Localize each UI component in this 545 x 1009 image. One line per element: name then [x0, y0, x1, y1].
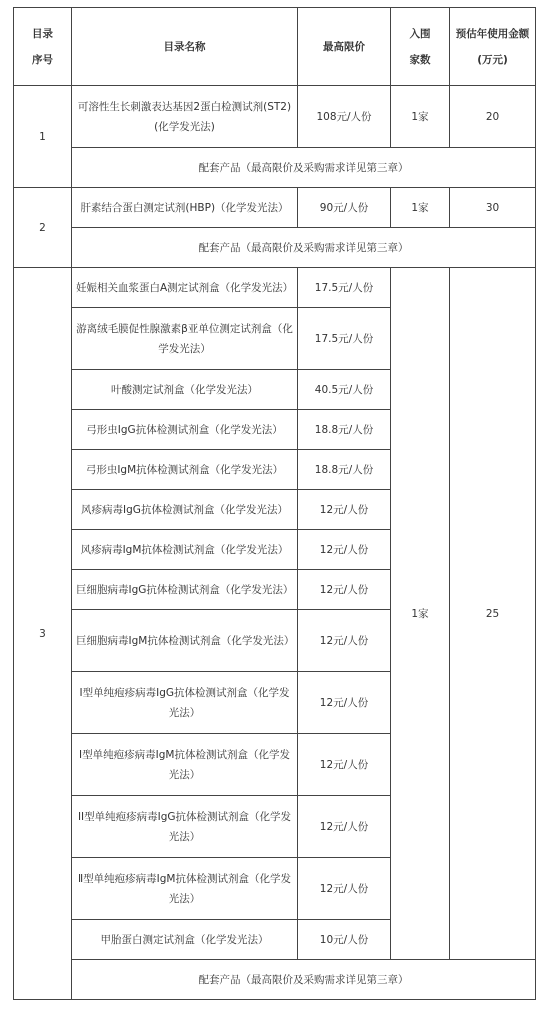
product-name-cell: 可溶性生长刺激表达基因2蛋白检测试剂(ST2)(化学发光法) — [72, 86, 298, 148]
price-cell: 17.5元/人份 — [298, 268, 391, 308]
seq-cell: 2 — [14, 188, 72, 268]
header-seq: 目录 序号 — [14, 8, 72, 86]
product-name-cell: 妊娠相关血浆蛋白A测定试剂盒（化学发光法） — [72, 268, 298, 308]
product-name-cell: Ⅱ型单纯疱疹病毒IgM抗体检测试剂盒（化学发光法） — [72, 858, 298, 920]
header-row — [14, 8, 536, 86]
catalog-table — [13, 7, 536, 1000]
seq-cell: 1 — [14, 86, 72, 188]
price-cell: 12元/人份 — [298, 672, 391, 734]
header-count: 入围 家数 — [391, 8, 450, 86]
amount-cell: 25 — [450, 268, 536, 960]
price-cell: 18.8元/人份 — [298, 450, 391, 490]
price-cell: 10元/人份 — [298, 920, 391, 960]
footer-row — [14, 960, 536, 1000]
price-cell: 12元/人份 — [298, 734, 391, 796]
amount-cell: 30 — [450, 188, 536, 228]
table-row — [14, 86, 536, 148]
seq-cell: 3 — [14, 268, 72, 1000]
table-row — [14, 268, 536, 308]
count-cell: 1家 — [391, 188, 450, 228]
product-name-cell: 巨细胞病毒IgM抗体检测试剂盒（化学发光法） — [72, 610, 298, 672]
table-body — [14, 86, 536, 1000]
page — [13, 7, 536, 1000]
footer-note-cell: 配套产品（最高限价及采购需求详见第三章） — [72, 148, 536, 188]
price-cell: 90元/人份 — [298, 188, 391, 228]
product-name-cell: 风疹病毒IgG抗体检测试剂盒（化学发光法） — [72, 490, 298, 530]
product-name-cell: 甲胎蛋白测定试剂盒（化学发光法） — [72, 920, 298, 960]
price-cell: 108元/人份 — [298, 86, 391, 148]
product-name-cell: 肝素结合蛋白测定试剂(HBP)（化学发光法） — [72, 188, 298, 228]
header-price: 最高限价 — [298, 8, 391, 86]
amount-cell: 20 — [450, 86, 536, 148]
footer-note-cell: 配套产品（最高限价及采购需求详见第三章） — [72, 960, 536, 1000]
price-cell: 12元/人份 — [298, 490, 391, 530]
count-cell: 1家 — [391, 268, 450, 960]
product-name-cell: 叶酸测定试剂盒（化学发光法） — [72, 370, 298, 410]
price-cell: 12元/人份 — [298, 570, 391, 610]
price-cell: 18.8元/人份 — [298, 410, 391, 450]
footer-row — [14, 148, 536, 188]
price-cell: 12元/人份 — [298, 796, 391, 858]
price-cell: 17.5元/人份 — [298, 308, 391, 370]
product-name-cell: 游离绒毛膜促性腺激素β亚单位测定试剂盒（化学发光法） — [72, 308, 298, 370]
product-name-cell: I型单纯疱疹病毒IgG抗体检测试剂盒（化学发光法） — [72, 672, 298, 734]
product-name-cell: 巨细胞病毒IgG抗体检测试剂盒（化学发光法） — [72, 570, 298, 610]
header-amount: 预估年使用金额 (万元) — [450, 8, 536, 86]
footer-row — [14, 228, 536, 268]
product-name-cell: 弓形虫IgM抗体检测试剂盒（化学发光法） — [72, 450, 298, 490]
price-cell: 12元/人份 — [298, 610, 391, 672]
price-cell: 12元/人份 — [298, 530, 391, 570]
product-name-cell: II型单纯疱疹病毒IgG抗体检测试剂盒（化学发光法） — [72, 796, 298, 858]
header-name: 目录名称 — [72, 8, 298, 86]
table-row — [14, 188, 536, 228]
footer-note-cell: 配套产品（最高限价及采购需求详见第三章） — [72, 228, 536, 268]
product-name-cell: 弓形虫IgG抗体检测试剂盒（化学发光法） — [72, 410, 298, 450]
product-name-cell: I型单纯疱疹病毒IgM抗体检测试剂盒（化学发光法） — [72, 734, 298, 796]
count-cell: 1家 — [391, 86, 450, 148]
product-name-cell: 风疹病毒IgM抗体检测试剂盒（化学发光法） — [72, 530, 298, 570]
price-cell: 40.5元/人份 — [298, 370, 391, 410]
price-cell: 12元/人份 — [298, 858, 391, 920]
